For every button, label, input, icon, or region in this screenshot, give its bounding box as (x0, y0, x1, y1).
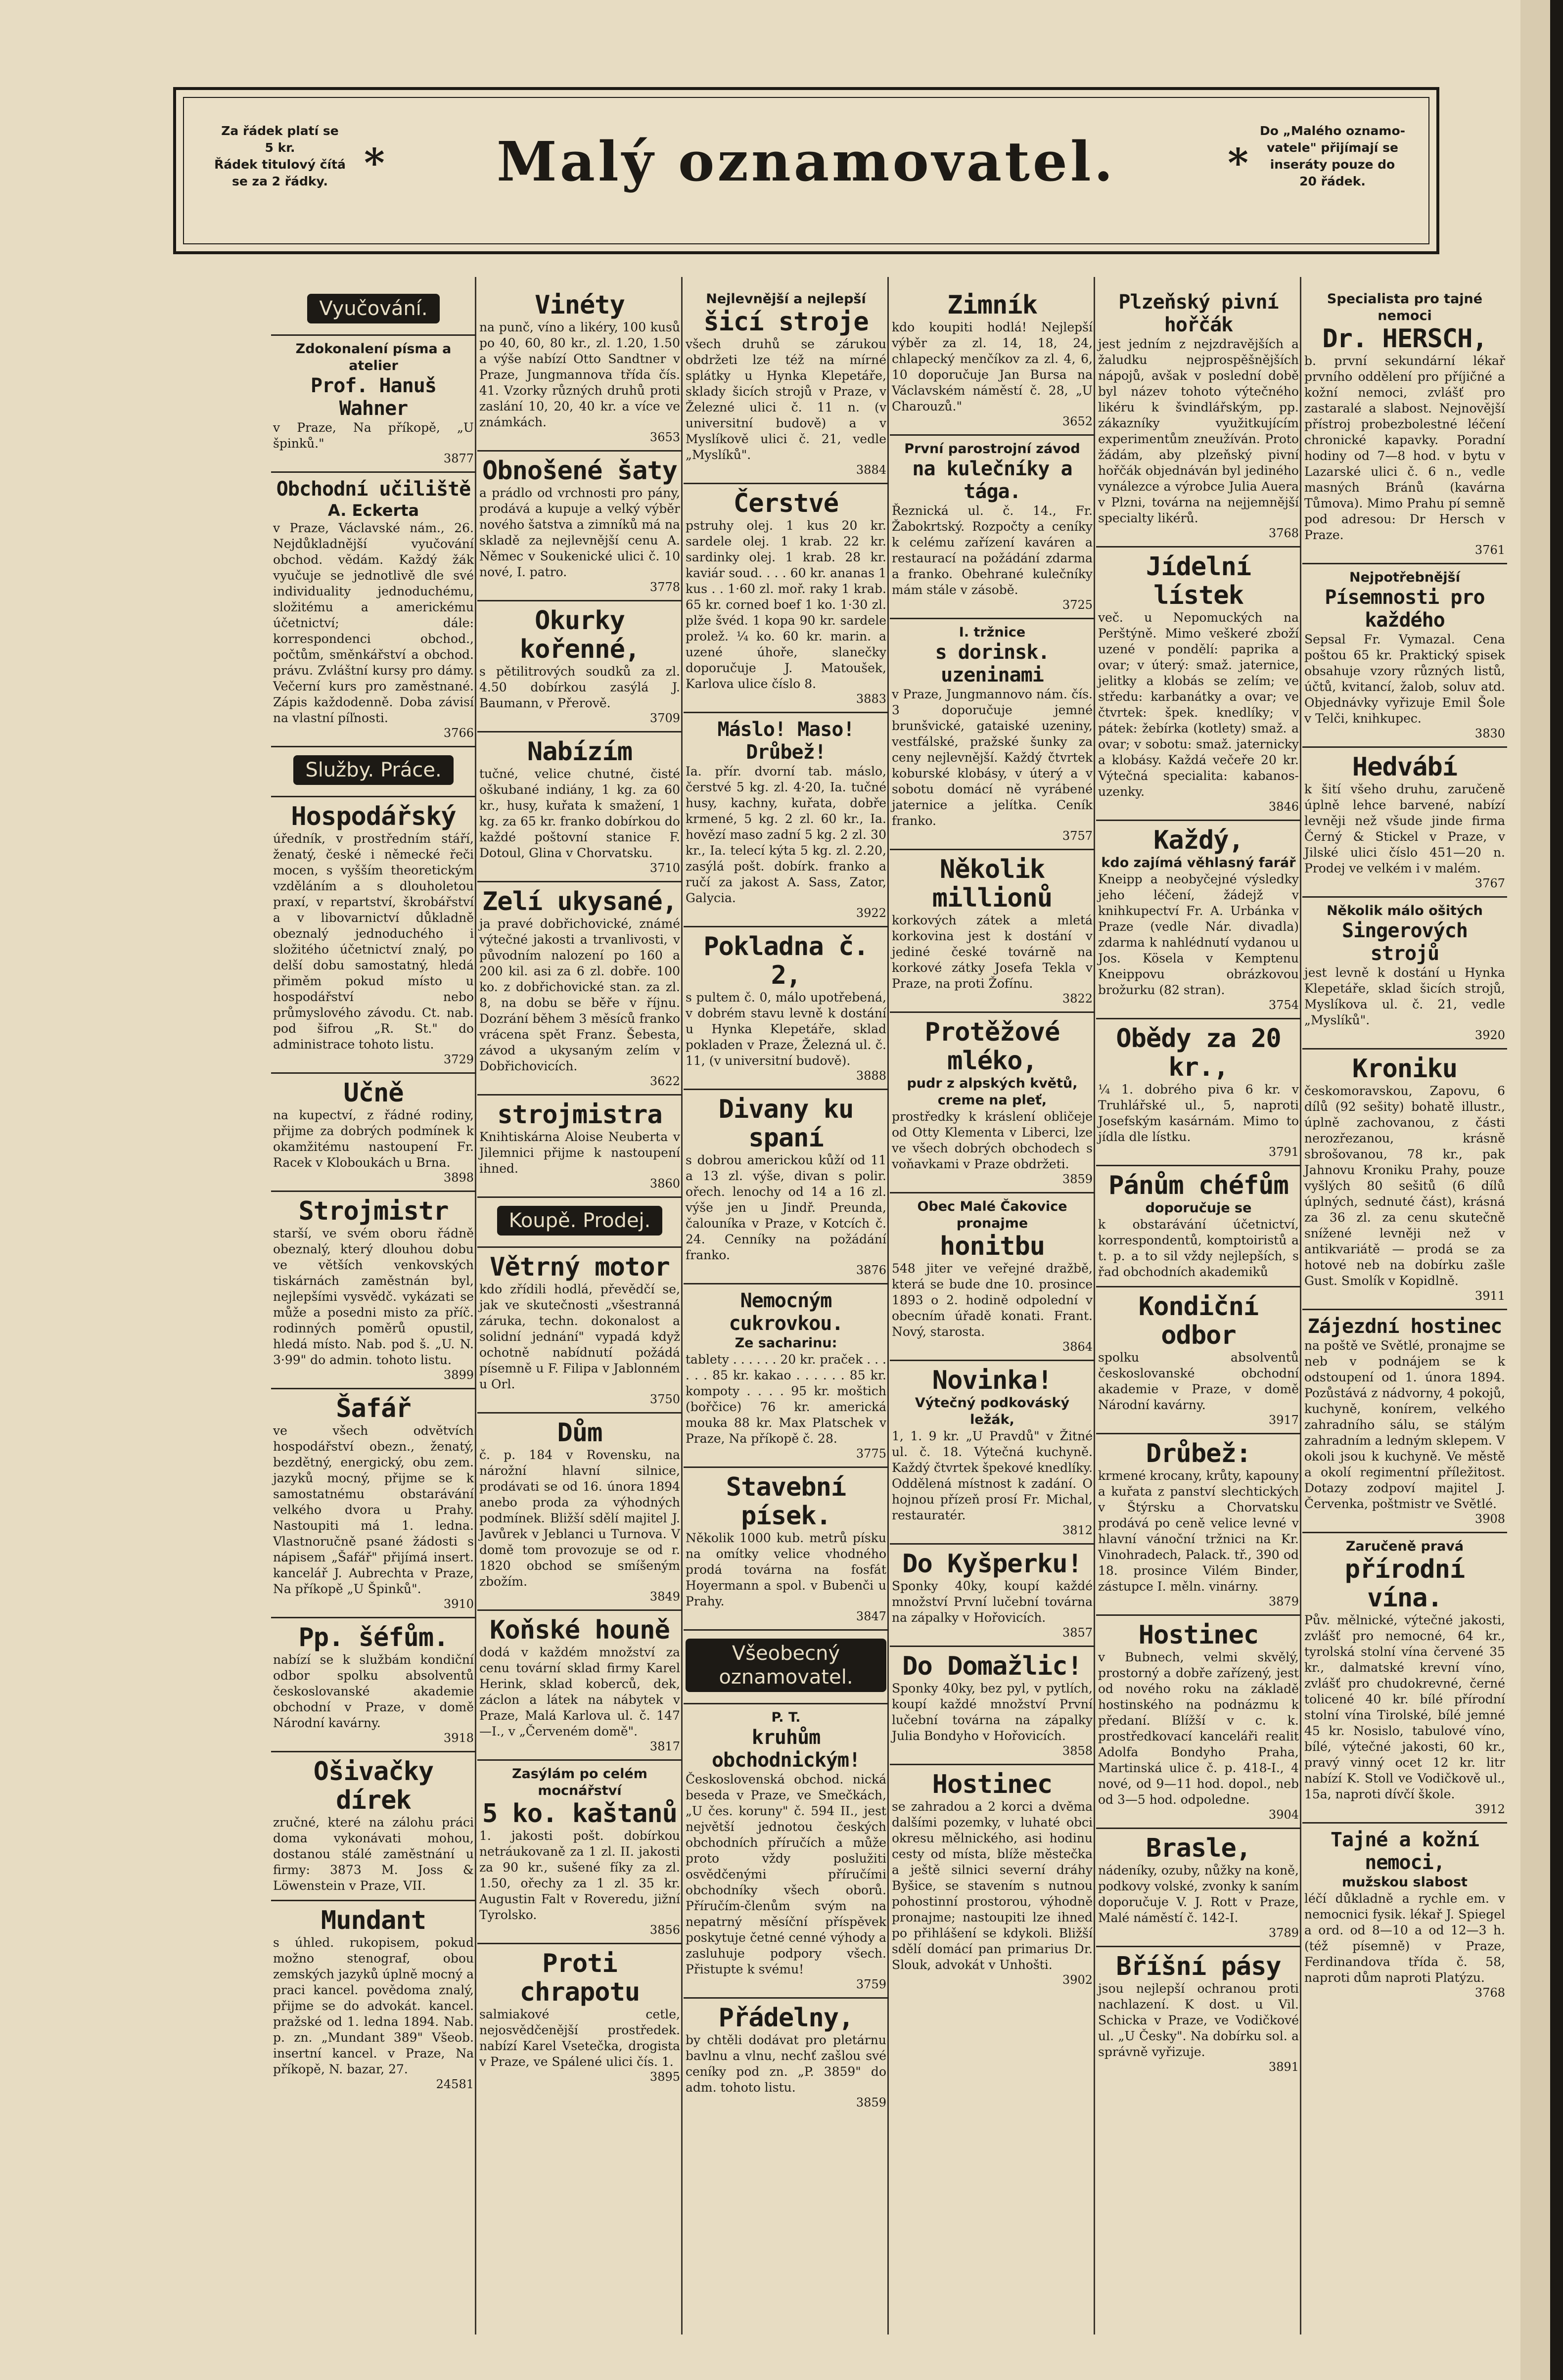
classified-ad (271, 473, 476, 747)
ad-reference-number: 3766 (443, 726, 474, 740)
star-ornament-right: * (1228, 139, 1248, 186)
ad-headline: Mundant (321, 1906, 426, 1935)
ad-body-text: s dobrou americkou kůží od 11 a 13 zl. výše, divan s polir. ořech. lenochy od 14 a 16 zl. výše jen u Jindř. Preunda, čalouníka v Praze, v Kotcích č. 24. Cenníky na požádání franko. (686, 1153, 886, 1262)
ad-column (890, 286, 1095, 2324)
ad-headline: Protěžové mléko, (924, 1017, 1060, 1076)
ad-body-text: Řeznická ul. č. 14., Fr. Žabokrtský. Rozpočty a ceníky k celému zařízení kaváren a restaurací na požádání zdarma a franko. Obehrané kulečníky mám stále v zásobě. (892, 503, 1093, 597)
ad-overline: Zaručeně pravá (1345, 1539, 1464, 1554)
ad-reference-number: 3725 (1062, 598, 1093, 612)
classified-ad (477, 452, 682, 601)
ad-body-text: č. p. 184 v Rovensku, na nárožní hlavní silnice, prodávati se od 16. února 1894 anebo proda za výhodných podmínek. Bližší sdělí majitel J. Javůrek v Jeblanci u Turnova. V domě tom provozuje se od r. 1820 obchod se smíšeným zbožím. (479, 1448, 680, 1589)
classified-ad (684, 1999, 888, 2115)
classified-ad (477, 1611, 682, 1761)
masthead-price-note (196, 123, 364, 190)
ad-body-text: jest levně k dostání u Hynka Klepetáře, sklad šicích strojů, Myslíkova ul. č. 21, vedle „Myslíků". (1304, 965, 1505, 1027)
classified-ad (890, 619, 1095, 850)
ad-reference-number: 3920 (1474, 1028, 1505, 1042)
ad-body-text: krmené krocany, krůty, kapouny a kuřata z panství slechtických v Štýrsku a Chorvatsku prodává po ceně velice levné v hlavní vánoční tržnici na Kr. Vinohradech, Palack. tř., 390 od 18. prosince Vilém Binder, zástupce I. měln. vinárny. (1098, 1468, 1299, 1594)
ad-headline: Jídelní lístek (1146, 552, 1251, 610)
classified-ad (1096, 1166, 1301, 1287)
ad-headline: Větrný motor (490, 1252, 670, 1282)
ad-headline: Několik millionů (932, 855, 1053, 913)
classified-ad (477, 732, 682, 882)
ad-body-text: jsou nejlepší ochranou proti nachlazení. K dost. u Vil. Schicka v Praze, ve Vodičkové ul. „U Česky". Na dobírku sol. a správně vyřizuje. (1098, 1981, 1299, 2059)
ad-body-text: salmiakové cetle, nejosvědčenější prostředek. nabízí Karel Vsetečka, drogista v Praze, ve Spálené ulici čís. 1. (479, 2007, 680, 2069)
ad-reference-number: 3830 (1474, 727, 1505, 740)
ad-headline: Hostinec (932, 1770, 1053, 1799)
classified-ad (271, 336, 476, 473)
ad-reference-number: 3899 (443, 1368, 474, 1382)
ad-reference-number: 3858 (1062, 1744, 1093, 1758)
classified-ad (1302, 1824, 1507, 2006)
classified-ad (1302, 1050, 1507, 1310)
ad-headline: Kroniku (1352, 1054, 1458, 1084)
classified-ad (1302, 748, 1507, 898)
ad-body-text: Několik 1000 kub. metrů písku na omítky velice vhodného prodá továrna na fosfát Hoyermann a spol. v Bubenči u Prahy. (686, 1531, 886, 1608)
limit-line-4: 20 řádek. (1299, 174, 1366, 188)
ad-headline: Koňské houně (490, 1615, 670, 1645)
ad-headline: Čerstvé (733, 489, 839, 518)
ad-headline: Tajné a kožní nemoci, (1330, 1829, 1479, 1874)
ad-headline: Vinéty (535, 290, 625, 320)
classified-ad (1096, 548, 1301, 821)
limit-line-2: vatele" přijímají se (1267, 140, 1398, 155)
classified-ad (1302, 1533, 1507, 1824)
ad-reference-number: 3847 (856, 1609, 886, 1623)
ad-reference-number: 3856 (649, 1923, 680, 1937)
classified-ad (477, 601, 682, 732)
ad-reference-number: 3891 (1268, 2060, 1299, 2074)
ad-overline: P. T. (771, 1710, 801, 1725)
ad-overline: Několik málo ošitých (1327, 903, 1483, 918)
ad-reference-number: 3710 (649, 861, 680, 875)
ad-reference-number: 3876 (856, 1263, 886, 1277)
ad-column (271, 286, 476, 2324)
ad-body-text: 1, 1. 9 kr. „U Pravdů" v Žitné ul. č. 18. Výtečná kuchyně. Každý čtvrtek špekové knedlíky. Oddělená místnost k zadání. O hojnou přízeň prosí Fr. Michal, restauratér. (892, 1429, 1093, 1522)
ad-overline: I. tržnice (959, 625, 1026, 640)
ad-reference-number: 3884 (856, 463, 886, 477)
ad-reference-number: 3768 (1268, 526, 1299, 540)
ad-subheadline: mužskou slabost (1342, 1875, 1468, 1890)
ad-headline: 5 ko. kaštanů (482, 1799, 677, 1829)
classified-ad (477, 1096, 682, 1198)
classified-ad (477, 882, 682, 1096)
classified-ad (1096, 1829, 1301, 1947)
ad-subheadline: doporučuje se (1145, 1200, 1252, 1216)
ad-headline: Stavební písek. (726, 1472, 846, 1531)
ad-reference-number: 3859 (1062, 1172, 1093, 1186)
ad-body-text: pstruhy olej. 1 kus 20 kr. sardele olej. 1 krab. 22 kr. sardinky olej. 1 krab. 28 kr. kaviár soud. . . . 60 kr. ananas 1 kus . . 1·60 zl. moř. raky 1 krab. 65 kr. corned boef 1 ko. 1·30 zl. plže švéd. 1 kopa 90 kr. sardele prolež. ¼ ko. 60 kr. marin. a uzené úhoře, slanečky doporučuje J. Matoušek, Karlova ulice číslo 8. (686, 518, 886, 691)
ad-headline: Ošivačky dírek (313, 1757, 434, 1815)
ad-body-text: prostředky k kráslení obličeje od Otty Klementa v Liberci, lze ve všech dobrých obchodech s voňavkami v Praze obdržeti. (892, 1109, 1093, 1171)
ad-headline: Přádelny, (718, 2003, 854, 2033)
ad-reference-number: 3767 (1474, 876, 1505, 890)
ad-reference-number: 3857 (1062, 1626, 1093, 1640)
ad-headline: Kondiční odbor (1138, 1292, 1259, 1350)
classified-ad (1096, 1434, 1301, 1616)
ad-body-text: na poště ve Světlé, pronajme se neb v podnájem se k odstoupení od 1. února 1894. Pozůstává z nádvorny, 4 pokojů, kuchyně, konírem, velkého zahradního sálu, se stálým zahradním a ledným sklepem. V okoli jsou k kuchyně. Ve městě a okolí regimentní příležitost. Dotazy zodpoví majitel J. Červenka, poštmistr ve Světlé. (1304, 1338, 1505, 1511)
ad-reference-number: 3750 (649, 1392, 680, 1406)
classified-ad (271, 1389, 476, 1618)
ad-body-text: na punč, víno a likéry, 100 kusů po 40, 60, 80 kr., zl. 1.20, 1.50 a výše nabízí Otto Sandtner v Praze, Jungmannova třída čís. 41. Vzorky různých druhů proti zaslání 10, 20, 40 kr. a více ve známkách. (479, 320, 680, 429)
ad-reference-number: 3622 (649, 1074, 680, 1088)
ad-headline: Písemnosti pro každého (1325, 586, 1485, 632)
classified-ad (271, 1074, 476, 1192)
classified-ad (477, 1761, 682, 1944)
ad-reference-number: 3754 (1268, 998, 1299, 1012)
ad-body-text: b. první sekundární lékař prvního oddělení pro příjičné a kožní nemoci, zvlášť pro zastaralé a slabost. Nejnovější přístroj probezbolestné léčení chronické kapavky. Poradní hodiny od 7—8 hod. v bytu v Lazarské ulici č. 6 n., vedle masných Bránů (kavárna Tůmova). Mimo Prahu pí semně pod adresou: Dr Hersch v Praze. (1304, 354, 1505, 542)
ad-headline: Brasle, (1146, 1833, 1251, 1863)
ad-body-text: Sponky 40ky, koupí každé množství První lučební továrna na zápalky v Hořovicích. (892, 1579, 1093, 1625)
classified-ad (271, 1752, 476, 1901)
ad-subheadline: pudr z alpských květů, creme na pleť, (907, 1076, 1078, 1108)
ad-overline: Zasýlám po celém mocnářství (512, 1766, 647, 1798)
ad-headline: strojmistra (497, 1100, 662, 1130)
ad-reference-number: 3768 (1474, 1986, 1505, 2000)
classified-ad (1302, 564, 1507, 748)
ad-body-text: tučné, velice chutné, čisté oškubané indiány, 1 kg. za 60 kr., husy, kuřata k smažení, 1 kg. za 65 kr. franko dobírkou do každé poštovní stanice F. Dotoul, Glina v Chorvatsku. (479, 767, 680, 860)
ad-body-text: léčí důkladně a rychle em. v nemocnici fysik. lékař J. Spiegel a ord. od 8—10 a od 12—3 h. (též písemně) v Praze, Ferdinandova třída č. 58, naproti dům naproti Platýzu. (1304, 1891, 1505, 1985)
ad-reference-number: 3888 (856, 1069, 886, 1083)
ad-body-text: ve všech odvětvích hospodářství obezn., ženatý, bezdětný, energický, obu zem. jazyků mocný, přijme se k samostatnému obstarávání velkého dvora u Prahy. Nastoupiti má 1. ledna. Vlastnoručně psané žádosti s nápisem „Šafář" přijímá insert. kancelář J. Aubrechta v Praze, Na příkopě „U Špinků". (273, 1423, 474, 1596)
ad-headline: Dům (557, 1418, 602, 1448)
ad-headline: Divany ku spaní (718, 1095, 854, 1153)
classified-ad (890, 850, 1095, 1013)
price-line-2: 5 kr. (265, 140, 295, 155)
classified-ad (684, 286, 888, 484)
classified-ad (890, 1765, 1095, 1993)
section-badge: Koupě. Prodej. (497, 1206, 663, 1236)
ad-headline: Do Kyšperku! (902, 1549, 1082, 1579)
ad-reference-number: 3902 (1062, 1973, 1093, 1987)
limit-line-1: Do „Malého oznamo- (1259, 124, 1405, 138)
ad-body-text: s úhled. rukopisem, pokud možno stenograf, obou zemských jazyků úplně mocný a praci kancel. povědoma znalý, přijme se do advokát. kancel. pražské od 1. ledna 1894. Nab. p. zn. „Mundant 389" Všeob. insertní kancel. v Praze, Na příkopě, N. bazar, 27. (273, 1935, 474, 2076)
ad-reference-number: 3860 (649, 1177, 680, 1190)
ad-body-text: tablety . . . . . . 20 kr. praček . . . . . . 85 kr. kakao . . . . . . 85 kr. kompoty . . . . 95 kr. moštich (bořčice) 76 kr. americká mouka 88 kr. Max Platschek v Praze, Na příkopě č. 28. (686, 1352, 886, 1446)
ad-reference-number: 3846 (1268, 800, 1299, 814)
ad-body-text: českomoravskou, Zapovu, 6 dílů (92 sešity) bohatě illustr., úplně zachovanou, z části nerozřezanou, krásně sbrošovanou, 78 kr., pak Jahnovu Kroniku Prahy, pouze vyšlých 80 sešitů (6 dílů úplných, sednuté část), krásná za 36 zl. za cenu skutečně snížené levněji než v antikvariátě — prodá se za hotové neb na dobírku zašle Gust. Smolík v Kopidlně. (1304, 1084, 1505, 1288)
ad-headline: Hedvábí (1352, 752, 1458, 782)
ad-headline: Hostinec (1138, 1620, 1259, 1650)
ad-body-text: Knihtiskárna Aloise Neuberta v Jilemnici přijme k nastoupení ihned. (479, 1130, 680, 1176)
ad-body-text: korkových zátek a mletá korkovina jest k dostání v jediné české továrně na korkové zátky Josefa Tekla v Praze, na proti Žofínu. (892, 913, 1093, 991)
price-line-4: se za 2 řádky. (232, 174, 328, 188)
ad-headline: Hospodářský (291, 802, 456, 831)
ad-body-text: kdo koupiti hodlá! Nejlepší výběr za zl. 14, 18, 24, chlapecký menčíkov za zl. 4, 6, 10 doporučuje Jan Bursa na Václavském náměstí č. 28, „U Charouzů." (892, 320, 1093, 413)
ad-body-text: v Praze, Na příkopě, „U špinků." (273, 420, 474, 451)
ad-reference-number: 3877 (443, 452, 474, 465)
classified-ad (890, 1545, 1095, 1647)
ad-headline: Učně (343, 1078, 404, 1108)
classified-ad (684, 1468, 888, 1631)
ad-reference-number: 3775 (856, 1447, 886, 1461)
ad-headline: Obědy za 20 kr., (1116, 1024, 1281, 1082)
classified-ad (1096, 821, 1301, 1019)
ad-headline: Pp. šéfům. (298, 1623, 449, 1652)
ad-reference-number: 3912 (1474, 1802, 1505, 1816)
ad-headline: Dr. HERSCH, (1322, 324, 1487, 354)
classified-ad (684, 927, 888, 1090)
classified-ad (890, 436, 1095, 619)
ad-reference-number: 3653 (649, 430, 680, 444)
ad-headline: Obchodní učiliště (276, 478, 471, 501)
ad-reference-number: 3917 (1268, 1413, 1299, 1427)
ad-reference-number: 3817 (649, 1739, 680, 1753)
section-heading (477, 1198, 682, 1248)
ad-reference-number: 3791 (1268, 1145, 1299, 1159)
ad-reference-number: 3759 (856, 1977, 886, 1991)
ad-body-text: a prádlo od vrchnosti pro pány, prodává a kupuje a velký výběr nového šatstva a zimníků má na skladě za nejlevnější cenu A. Němec v Soukenické ulici č. 10 nové, I. patro. (479, 486, 680, 579)
classified-ad (1302, 1310, 1507, 1533)
ad-body-text: starší, ve svém oboru řádně obeznalý, který dlouhou dobu ve větších venkovských tiskárnách zaměstnán byl, nejlepšími vysvědč. vykázati se může a posedni misto za příč. rodinných poměrů opustil, hledá místo. Nab. pod š. „U. N. 3·99" do admin. tohoto listu. (273, 1226, 474, 1367)
ad-column (1302, 286, 1507, 2324)
ad-headline: Obnošené šaty (482, 456, 677, 486)
ad-subheadline: Ze sacharinu: (735, 1335, 837, 1351)
ad-reference-number: 24581 (436, 2077, 474, 2091)
ad-reference-number: 3883 (856, 692, 886, 706)
ad-body-text: več. u Nepomuckých na Perštýně. Mimo veškeré zboží uzené v pondělí: paprika a ovar; v úterý: smaž. jaternice, jelitky a klobás se zelím; ve středu: karbanátky a ovar; ve čtvrtek: špek. knedlíky; v pátek: žebírka (kotlety) smaž. a ovar; v sobotu: smaž. jaternicky a klobásy. Každá večeře 20 kr. Výtečná specialita: kabanos-uzenky. (1098, 610, 1299, 799)
ad-overline: Specialista pro tajné nemoci (1327, 291, 1483, 323)
ad-headline: šicí stroje (703, 307, 869, 337)
ad-reference-number: 3778 (649, 580, 680, 594)
ad-overline: První parostrojní závod (904, 441, 1080, 457)
ad-headline: Strojmistr (298, 1196, 449, 1226)
ad-subheadline: kdo zajímá věhlasný farář (1101, 855, 1296, 870)
ad-reference-number: 3761 (1474, 543, 1505, 557)
masthead-limit-note (1248, 123, 1417, 190)
ad-headline: Do Domažlic! (902, 1651, 1082, 1681)
ad-body-text: se zahradou a 2 korci a dvěma dalšími pozemky, v luhaté obci okresu mělnického, asi hodinu cesty od místa, blíže městečka a ještě silnici severní dráhy Byšice, se stavením s nutnou pohostinní prostorou, výhodně pronajme; nastoupiti lze ihned po přihlášení se kdykoli. Bližší sdělí domácí pan primarius Dr. Slouk, advokát v Unhošti. (892, 1799, 1093, 1972)
ad-body-text: dodá v každém množství za cenu tovární sklad firmy Karel Herink, sklad koberců, dek, záclon a látek na nábytek v Praze, Malá Karlova ul. č. 147—I., v „Červeném domě". (479, 1645, 680, 1739)
ad-body-text: nádeníky, ozuby, nůžky na koně, podkovy volské, zvonky k saním doporučuje V. J. Rott v Praze, Malé náměstí č. 142-I. (1098, 1863, 1299, 1925)
section-badge: Všeobecný oznamovatel. (686, 1639, 886, 1692)
section-heading (684, 1631, 888, 1704)
ad-reference-number: 3904 (1268, 1808, 1299, 1822)
ad-headline: Zimník (947, 290, 1037, 320)
ad-reference-number: 3911 (1474, 1289, 1505, 1303)
price-line-1: Za řádek platí se (221, 124, 339, 138)
classified-ad (477, 286, 682, 452)
ad-body-text: nabízí se k službám kondiční odbor spolku absolventů českoslovanské akademie obchodní v Praze, v domě Národní kavárny. (273, 1652, 474, 1730)
ad-headline: Bříšní pásy (1116, 1952, 1281, 1981)
ad-headline: na kulečníky a tága. (912, 458, 1072, 503)
ad-reference-number: 3895 (649, 2070, 680, 2084)
ad-headline: Proti chrapotu (519, 1949, 640, 2007)
classified-ad (271, 1901, 476, 2097)
price-line-3: Řádek titulový čítá (214, 157, 346, 172)
section-badge: Služby. Práce. (293, 755, 453, 785)
ad-column (684, 286, 888, 2324)
ad-column (477, 286, 682, 2324)
ad-overline: Obec Malé Čakovice pronajme (917, 1199, 1067, 1231)
ad-reference-number: 3908 (1474, 1512, 1505, 1526)
ad-subheadline: Výtečný podkováský ležák, (915, 1395, 1070, 1427)
ad-reference-number: 3789 (1268, 1926, 1299, 1940)
ad-reference-number: 3849 (649, 1590, 680, 1603)
section-badge: Vyučování. (307, 294, 439, 323)
classified-ad (1302, 898, 1507, 1050)
ad-headline: Plzeňský pivní hořčák (1118, 291, 1279, 336)
classified-ad (684, 484, 888, 713)
classified-ad (1096, 286, 1301, 548)
ad-body-text: zručné, které na zálohu práci doma vykonávati mohou, dostanou stálé zaměstnání u firmy: 3873 M. Joss & Löwenstein v Praze, VII. (273, 1815, 474, 1893)
ad-reference-number: 3652 (1062, 414, 1093, 428)
ad-body-text: by chtěli dodávat pro pletárnu bavlnu a vlnu, nechť zašlou své ceníky pod zn. „P. 3859" do adm. tohoto listu. (686, 2033, 886, 2095)
classified-ad (684, 1704, 888, 1999)
ad-body-text: s pětilitrových soudků za zl. 4.50 dobírkou zasýlá J. Baumann, v Přerově. (479, 664, 680, 710)
ad-body-text: s pultem č. 0, málo upotřebená, v dobrém stavu levně k dostání u Hynka Klepetáře, sklad pokladen v Praze, Železná ul. č. 11, (v universitní budově). (686, 990, 886, 1068)
ad-headline: přírodní vína. (1344, 1555, 1465, 1613)
ad-headline: Zelí ukysané, (482, 887, 677, 916)
ad-overline: Zdokonalení písma a atelier (295, 341, 452, 373)
classified-ad (1096, 1947, 1301, 2080)
classified-ad (271, 797, 476, 1074)
classified-ad (1302, 286, 1507, 564)
ad-reference-number: 3864 (1062, 1340, 1093, 1354)
ad-reference-number: 3910 (443, 1597, 474, 1611)
ad-body-text: k obstarávání účetnictví, korrespondentů, komptoiristů a t. p. a to sil vždy nejlepších, s řad obchodních akademiků (1098, 1217, 1299, 1279)
ad-headline: Singerových strojů (1342, 919, 1468, 965)
ad-reference-number: 3898 (443, 1171, 474, 1185)
ad-reference-number: 3709 (649, 711, 680, 725)
masthead-title: Malý oznamovatel. (497, 130, 1116, 193)
ad-reference-number: 3918 (443, 1731, 474, 1745)
ad-body-text: 548 jiter ve veřejné dražbě, která se bude dne 10. prosince 1893 o 2. hodině odpolední v obecním úřadě konati. Frant. Nový, starosta. (892, 1261, 1093, 1339)
section-heading (271, 747, 476, 797)
ad-body-text: Sponky 40ky, bez pyl, v pytlích, koupí každé množství První lučební továrna na zápalky Julia Bondyho v Hořovicích. (892, 1681, 1093, 1743)
ad-body-text: na kupectví, z řádné rodiny, přijme za dobrých podmínek k okamžitému nastoupení Fr. Racek v Kloboukách u Brna. (273, 1108, 474, 1170)
ad-body-text: v Bubnech, velmi skvělý, prostorný a dobře zařízený, jest od nového roku na základě hostinského na podnázmu k předaní. Blížší v c. k. prostředkovací kanceláři realit Adolfa Bondyho Praha, Martinská ulice č. p. 418-I., 4 nové, od 9—11 hod. dopol., neb od 3—5 hod. odpoledne. (1098, 1650, 1299, 1807)
ad-reference-number: 3922 (856, 906, 886, 920)
classified-ad (271, 1192, 476, 1389)
classified-ad (1096, 1019, 1301, 1166)
classified-ad (890, 1013, 1095, 1193)
classified-ad (890, 1647, 1095, 1765)
ad-reference-number: 3859 (856, 2096, 886, 2109)
ad-body-text: kdo zřídili hodlá, převědčí se, jak ve skutečnosti „všestranná záruka, techn. dokonalost a solidní jednání" vypadá když ochotně nabídnutí požádá písemně u F. Filipa v Jablonném u Orl. (479, 1282, 680, 1391)
ad-body-text: v Praze, Jungmannovo nám. čís. 3 doporučuje jemné brunšvické, gataiské uzeniny, vestfálské, pražské šunky za ceny nejlevnější. Každý čtvrtek koburské klobásy, v úterý a v sobotu domácí ně vyrábené jaternice a jelítka. Ceník franko. (892, 687, 1093, 828)
ad-headline: Zájezdní hostinec (1307, 1315, 1502, 1338)
ad-owner-name: A. Eckerta (327, 501, 419, 520)
ad-body-text: k šití všeho druhu, zaručeně úplně lehce barvené, nabízí levněji než všude jinde firma Černý & Stickel v Praze, v Jilské ulici číslo 451—20 n. Prodej ve velkém i v malém. (1304, 782, 1505, 875)
ad-body-text: 1. jakosti pošt. dobírkou netráukovaně za 1 zl. II. jakosti za 90 kr., sušené fíky za zl. 1.50, ořechy za 1 zl. 35 kr. Augustin Falt v Roveredu, jižní Tyrolsko. (479, 1829, 680, 1922)
ad-reference-number: 3812 (1062, 1523, 1093, 1537)
classified-ad (1096, 1616, 1301, 1829)
ad-body-text: Kneipp a neobyčejné výsledky jeho léčení, žádejž v knihkupectví Fr. A. Urbánka v Praze (vedle Nár. divadla) zdarma k nahlédnutí vydanou u Jos. Kösela v Kemptenu Kneippovu obrázkovou brožurku (82 stran). (1098, 872, 1299, 997)
ad-headline: Okurky kořenné, (519, 606, 640, 664)
classified-ad (477, 1944, 682, 2090)
ad-reference-number: 3729 (443, 1053, 474, 1066)
ad-body-text: Sepsal Fr. Vymazal. Cena poštou 65 kr. Praktický spisek obsahuje vzory různých listů, účtů, kvitancí, žalob, soluv atd. Objednávky vyřizuje Emil Šole v Telči, knihkupec. (1304, 632, 1505, 726)
classified-ad (684, 1090, 888, 1284)
ad-headline: Pokladna č. 2, (703, 932, 869, 990)
ad-headline: Pánům chéfům (1108, 1171, 1288, 1200)
ad-body-text: ¼ 1. dobrého piva 6 kr. v Truhlářské ul., 5, naproti Josefským kasárnám. Mimo to jídla dle lístku. (1098, 1082, 1299, 1144)
ad-headline: honitbu (939, 1232, 1045, 1261)
classified-ad (890, 286, 1095, 436)
ad-headline: s dorinsk. uzeninami (935, 641, 1050, 687)
ad-headline: Prof. Hanuš Wahner (311, 374, 436, 420)
ad-body-text: spolku absolventů českoslovanské obchodní akademie v Praze, v domě Národní kavárny. (1098, 1350, 1299, 1412)
ad-headline: Šafář (336, 1394, 411, 1423)
classified-ad (890, 1193, 1095, 1361)
ad-body-text: všech druhů se zárukou obdržeti lze též na mírné splátky u Hynka Klepetáře, sklady šicích strojů v Praze, v Železné ulici č. 11 n. (v universitní budově) a v Myslíkově ulici č. 21, vedle „Myslíků". (686, 337, 886, 462)
classified-ad (477, 1414, 682, 1611)
ad-column (1096, 286, 1301, 2324)
ad-headline: Nabízím (527, 737, 633, 767)
classified-ad (684, 713, 888, 927)
ad-headline: Drůbež: (1146, 1439, 1251, 1468)
classified-ad (271, 1618, 476, 1752)
ad-body-text: Pův. mělnické, výtečné jakosti, zvlášť pro nemocné, 64 kr., tyrolská stolní vína červené 35 kr., dalmatské krevní víno, zvlášť pro chudokrevné, černé tolicené 40 kr. bílé přírodní stolní vína Tirolské, bílé jemné 45 kr. Nosislo, tabulové víno, bílé, výtečné jakosti, 60 kr., pravý vinný ocet 12 kr. litr nabízí K. Stoll ve Vodičkově ul., 15a, naproti dívčí škole. (1304, 1613, 1505, 1801)
ad-headline: kruhům obchodnickým! (711, 1726, 861, 1772)
ad-body-text: Československá obchod. nická beseda v Praze, ve Smečkách, „U čes. koruny" č. 594 II., jest největší jednotou českých obchodních příručích a může proto vždy poslužiti osvědčenými příručími obchodníky všech oborů. Příručím-členům svým na nepatrný měsíční příspěvek poskytuje četné cenné výhody a zasluhuje podpory všech. Přistupte k svému! (686, 1772, 886, 1976)
ad-body-text: jest jedním z nejzdravějších a žaludku nejprospěšnějších nápojů, avšak v poslední době byl název tohoto výtečného likéru k švindlářským, pp. zákazníky využitkujícím experimentům zneužíván. Proto žádám, aby plzeňský pivní hořčák objednáván byl jediného vynálezce a výrobce Julia Auera v Plzni, továrna na nejjemnější specialty likérů. (1098, 337, 1299, 525)
ad-reference-number: 3822 (1062, 992, 1093, 1006)
ad-headline: Máslo! Maso! Drůbež! (717, 718, 855, 764)
star-ornament-left: * (364, 139, 385, 186)
ad-headline: Nemocným cukrovkou. (729, 1289, 843, 1335)
classified-ad (1096, 1287, 1301, 1434)
ad-overline: Nejlevnější a nejlepší (706, 291, 866, 307)
ad-body-text: ja pravé dobřichovické, známé výtečné jakosti a trvanlivosti, v původním nalození po 160 a 200 kil. asi za 6 zl. dobře. 100 ko. z dobřichovické stan. za zl. 8, na dobu se běře v říjnu. Dozrání během 3 měsíců franko vrácena spět Franz. Šebesta, závod a ukysaným zelím v Dobřichovicích. (479, 916, 680, 1073)
ad-overline: Nejpotřebnější (1349, 570, 1460, 585)
classified-ad (684, 1284, 888, 1468)
ad-body-text: v Praze, Václavské nám., 26. Nejdůkladnější vyučování obchod. vědám. Každý žák vyučuje se jednotlivě dle své individuality jednoduchému, složitému a americkému účetnictví; dále: korrespondenci obchod., počtům, směnkářství a obchod. právu. Zvláštní kursy pro dámy. Večerní kurs pro zaměstnané. Zápis každodenně. Doba závisí na vlastní píľnosti. (273, 521, 474, 725)
page-shadow (1520, 0, 1550, 2380)
ad-headline: Novinka! (932, 1366, 1053, 1395)
limit-line-3: inseráty pouze do (1270, 157, 1395, 172)
masthead (173, 87, 1439, 254)
ad-headline: Každý, (1153, 825, 1243, 855)
ad-body-text: úředník, v prostředním stáří, ženatý, české i německé řeči mocen, s vyšším theoretickým vzděláním a s dlouholetou praxí, v repartství, škrobářství a v libovarnictví důkladně obeznalý jednoduchého i složitého účetnictví znalý, po delší dobu samostatný, hledá přiměm pokud místo u hospodářství nebo průmyslového závodu. Ct. nab. pod šifrou „R. St." do administrace tohoto listu. (273, 831, 474, 1052)
classified-ad (477, 1248, 682, 1414)
ad-body-text: Ia. přír. dvorní tab. máslo, čerstvé 5 kg. zl. 4·20, Ia. tučné husy, kachny, kuřata, dobře krmené, 5 kg. 2 zl. 60 kr., Ia. hovězí maso zadní 5 kg. 2 zl. 30 kr., Ia. telecí kýta 5 kg. zl. 2.20, zasýlá pošt. dobírk. franko a ručí za jakost A. Sass, Zator, Galycia. (686, 764, 886, 905)
classified-ad (890, 1361, 1095, 1545)
ad-reference-number: 3879 (1268, 1595, 1299, 1608)
ad-reference-number: 3757 (1062, 829, 1093, 843)
section-heading (271, 286, 476, 336)
